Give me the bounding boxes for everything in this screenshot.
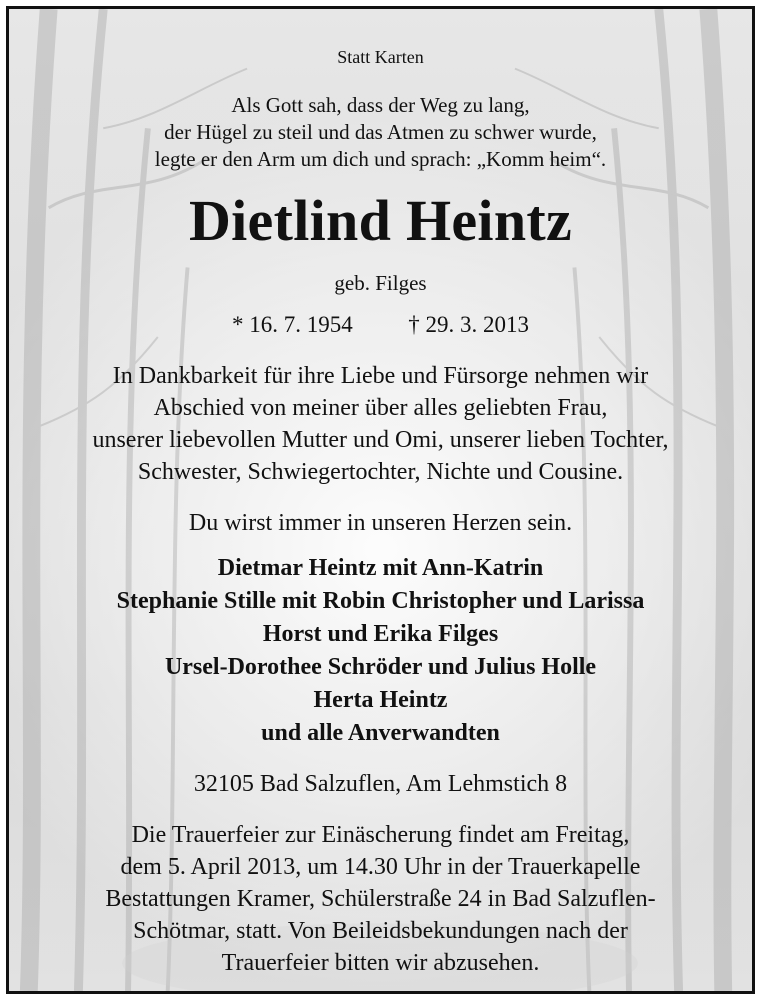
mourner-line-2: Stephanie Stille mit Robin Christopher und Larissa — [116, 588, 645, 614]
birth-date: * 16. 7. 1954 — [232, 312, 353, 337]
header-text: Statt Karten — [337, 47, 424, 67]
funeral-line-2: dem 5. April 2013, um 14.30 Uhr in der Trauerkapelle — [120, 854, 641, 880]
address-text: 32105 Bad Salzuflen, Am Lehmstich 8 — [193, 771, 568, 797]
closing-text: Du wirst immer in unseren Herzen sein. — [188, 510, 573, 536]
gratitude-line-3: unserer liebevollen Mutter und Omi, unserer lieben Tochter, — [92, 427, 669, 453]
funeral-line-3: Bestattungen Kramer, Schülerstraße 24 in Bad Salzuflen- — [105, 886, 656, 912]
funeral-line-4: Schötmar, statt. Von Beileidsbekundungen nach der — [133, 918, 628, 944]
poem-line-1: Als Gott sah, dass der Weg zu lang, — [231, 93, 530, 117]
gratitude-line-2: Abschied von meiner über alles geliebten Frau, — [153, 395, 608, 421]
gratitude-line-1: In Dankbarkeit für ihre Liebe und Fürsorge nehmen wir — [112, 363, 649, 389]
gratitude-line-4: Schwester, Schwiegertochter, Nichte und Cousine. — [137, 459, 624, 485]
maiden-name: geb. Filges — [334, 271, 427, 295]
mourner-line-5: Herta Heintz — [313, 687, 448, 713]
deceased-name: Dietlind Heintz — [188, 188, 573, 253]
poem-line-3: legte er den Arm um dich und sprach: „Komm heim“. — [154, 147, 607, 171]
death-date: † 29. 3. 2013 — [408, 312, 529, 337]
life-dates — [9, 312, 752, 338]
obituary-frame — [6, 6, 755, 994]
funeral-line-5: Trauerfeier bitten wir abzusehen. — [221, 950, 540, 976]
poem-line-2: der Hügel zu steil und das Atmen zu schwer wurde, — [164, 120, 597, 144]
mourner-line-4: Ursel-Dorothee Schröder und Julius Holle — [164, 654, 597, 680]
mourner-line-3: Horst und Erika Filges — [262, 621, 499, 647]
funeral-line-1: Die Trauerfeier zur Einäscherung findet am Freitag, — [131, 822, 630, 848]
mourner-line-6: und alle Anverwandten — [261, 720, 500, 746]
mourner-line-1: Dietmar Heintz mit Ann-Katrin — [217, 555, 544, 581]
